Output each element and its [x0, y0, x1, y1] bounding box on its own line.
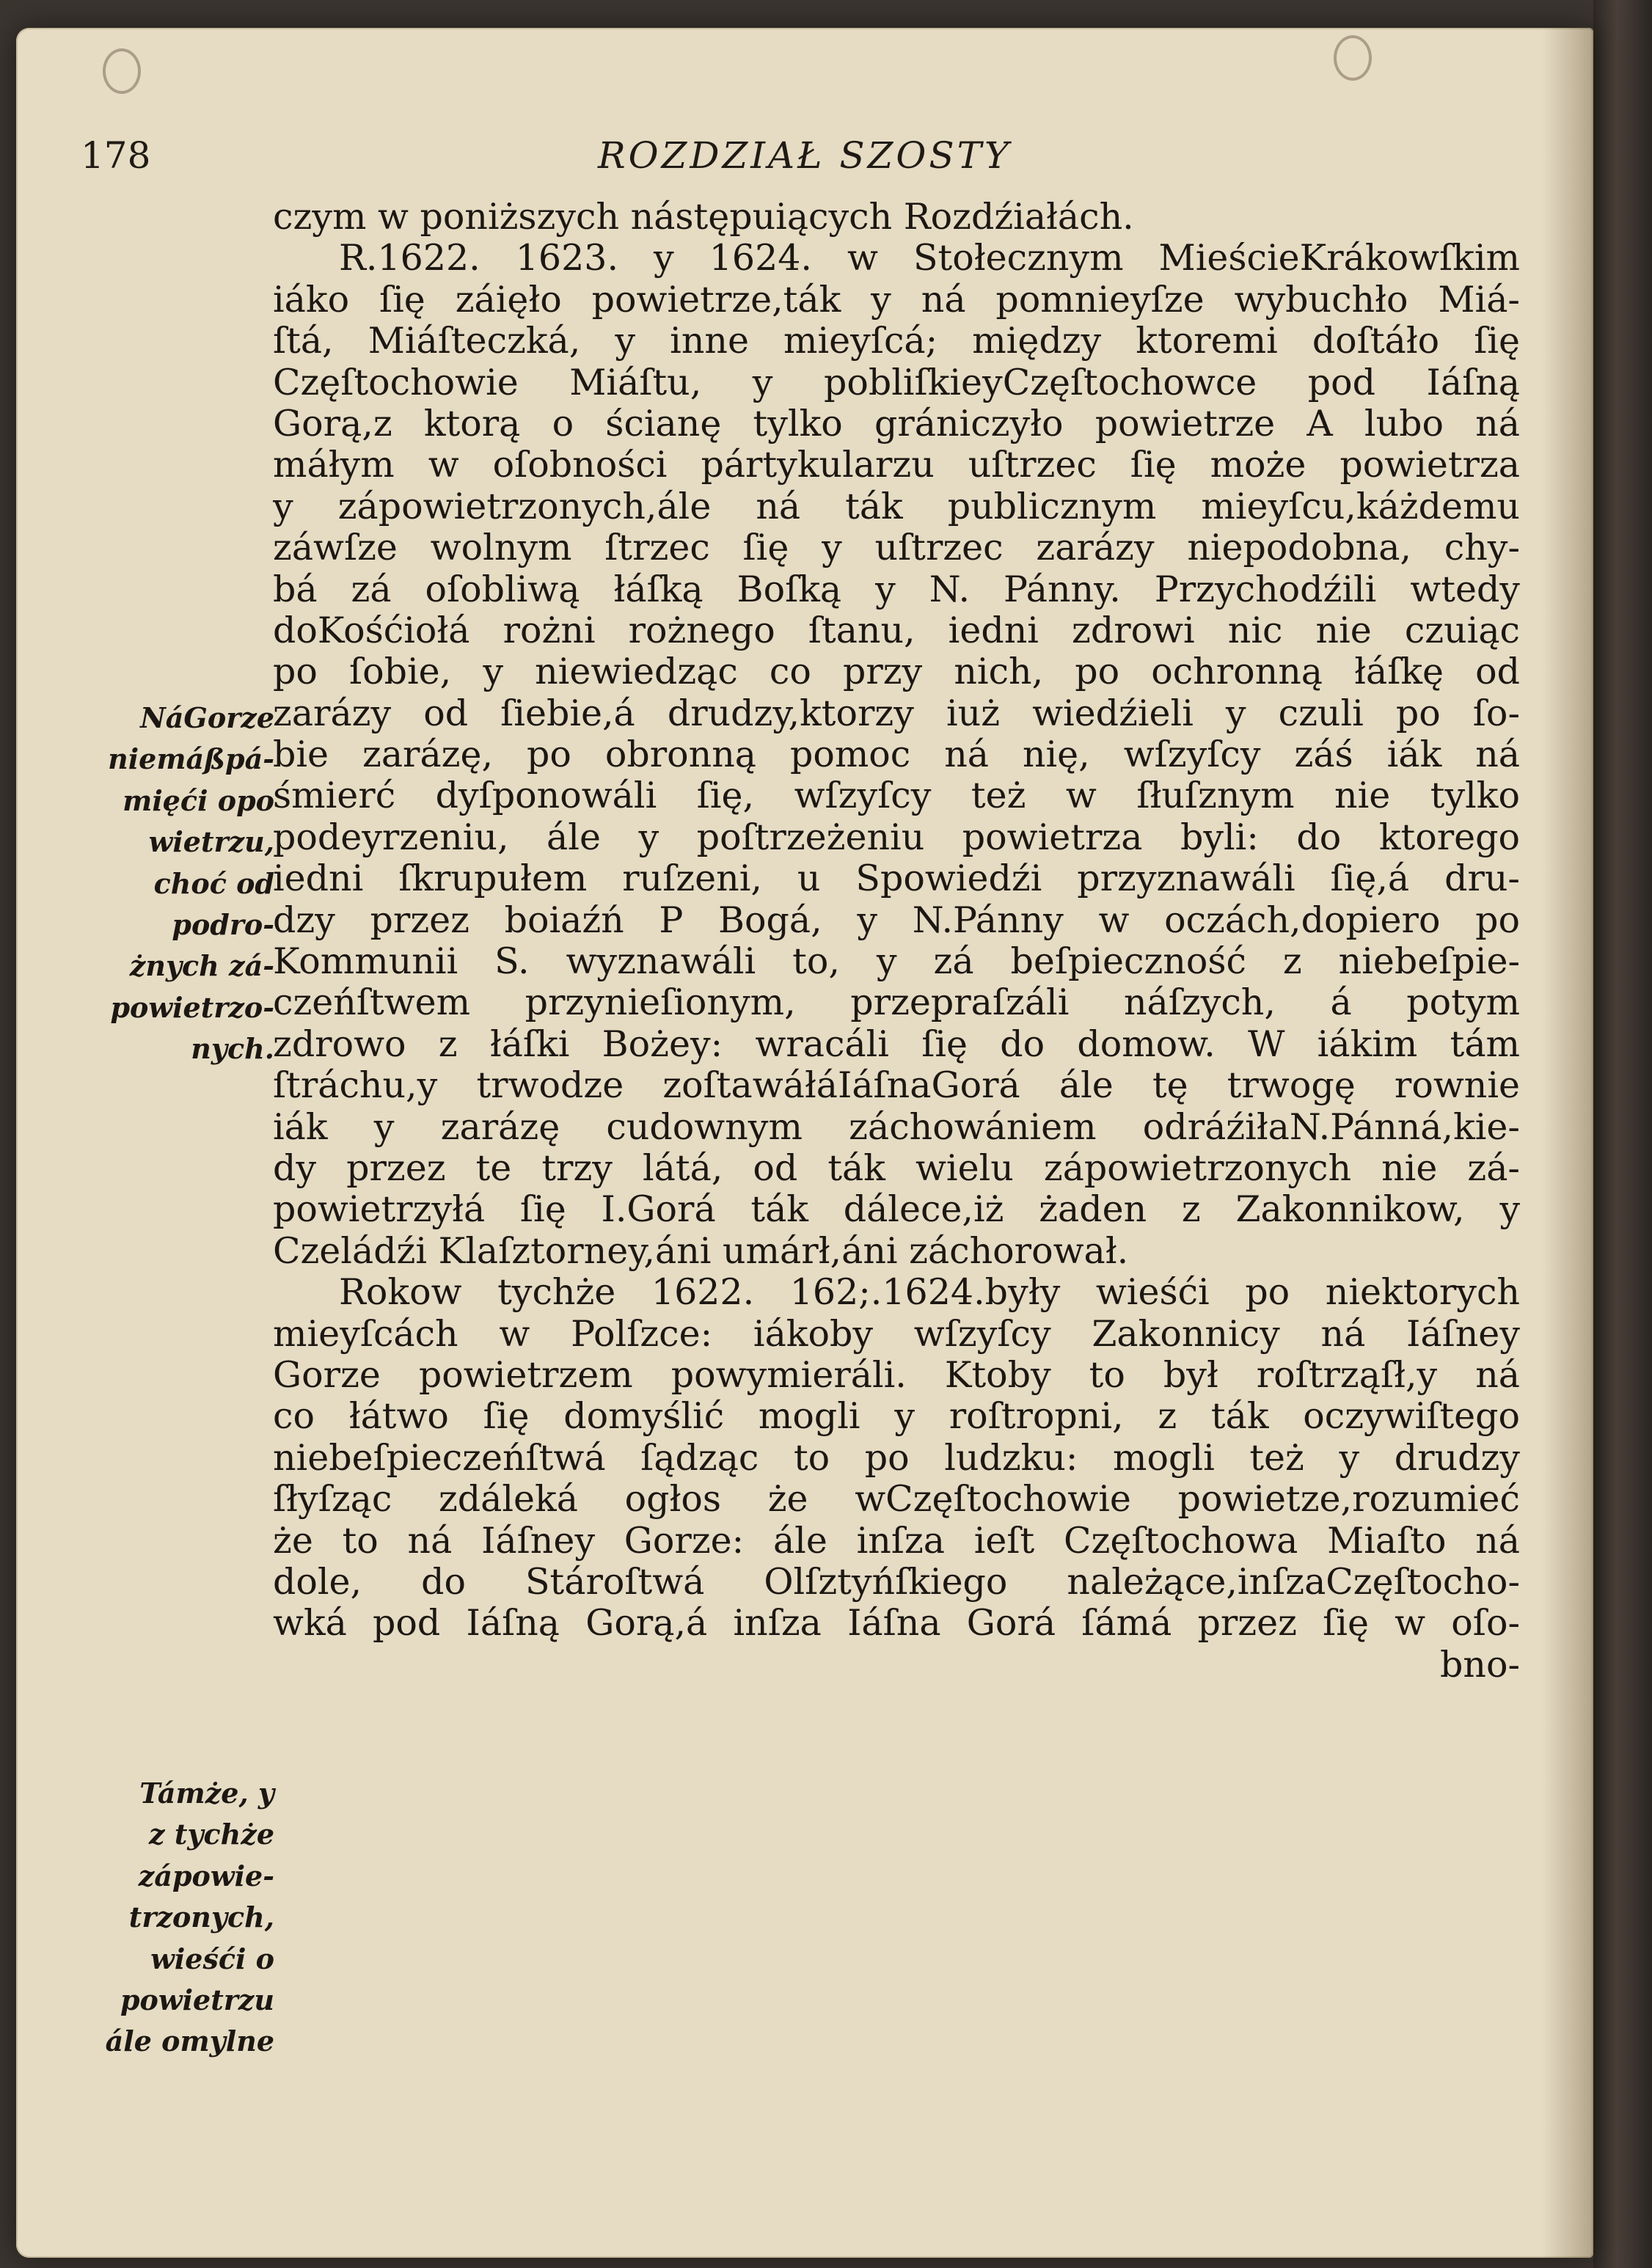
- text-line: ſtráchu,y trwodze zoſtawáłáIáſnaGorá ále tę trwogę rownie: [273, 1065, 1520, 1107]
- text-line: śmierć dyſponowáli ſię, wſzyſcy też w ſłuſznym nie tylko: [273, 775, 1520, 817]
- running-head: ROZDZIAŁ SZOSTY: [597, 134, 1012, 177]
- text-line: ſtá, Miáſteczká, y inne mieyſcá; między ktoremi doſtáło ſię: [273, 321, 1520, 362]
- marginal-note-line: choć od: [153, 866, 274, 900]
- catchword: bno-: [1440, 1644, 1520, 1686]
- marginal-note-line: z tychże: [149, 1818, 274, 1851]
- text-line: iedni ſkrupułem ruſzeni, u Spowiedźi przyznawáli ſię,á dru-: [273, 858, 1520, 900]
- marginal-note-line: trzonych,: [128, 1901, 274, 1934]
- text-line: niebeſpieczeńſtwá ſądząc to po ludzku: mogli też y drudzy: [273, 1437, 1520, 1479]
- text-line: iáko ſię záięło powietrze,ták y ná pomnieyſze wybuchło Miá-: [273, 279, 1520, 321]
- text-line: że to ná Iáſney Gorze: ále inſza ieſt Częſtochowa Miaſto ná: [273, 1520, 1520, 1562]
- body-text: [273, 197, 1520, 1686]
- text-line: co łátwo ſię domyślić mogli y roſtropni, z ták oczywiſtego: [273, 1396, 1520, 1438]
- text-line: doKośćiołá rożni rożnego ſtanu, iedni zdrowi nic nie czuiąc: [273, 610, 1520, 651]
- text-line: podeyrzeniu, ále y poſtrzeżeniu powietrza byli: do ktorego: [273, 816, 1520, 858]
- text-line: R.1622. 1623. y 1624. w Stołecznym MieścieKrákowſkim: [339, 238, 1520, 279]
- text-line: Gorze powietrzem powymieráli. Ktoby to był roſtrząſł,y ná: [273, 1354, 1520, 1396]
- text-line: powietrzyłá ſię I.Gorá ták dálece,iż żaden z Zakonnikow, y: [273, 1189, 1520, 1231]
- page-number: 178: [81, 134, 151, 177]
- book-page: [16, 28, 1593, 2258]
- text-line: mieyſcách w Polſzce: iákoby wſzyſcy Zakonnicy ná Iáſney: [273, 1313, 1520, 1355]
- marginal-note-line: powietrzo-: [110, 990, 274, 1024]
- text-line: wká pod Iáſną Gorą,á inſza Iáſna Gorá ſámá przez ſię w oſo-: [273, 1603, 1520, 1645]
- text-line: zdrowo z łáſki Bożey: wracáli ſię do domow. W iákim tám: [273, 1023, 1520, 1065]
- marginal-note-line: ále omylne: [105, 2024, 274, 2058]
- ink-stain: [103, 48, 141, 94]
- marginal-note-line: zápowie-: [138, 1859, 274, 1892]
- text-line: czeńſtwem przynieſionym, przepraſzáli náſzych, á potym: [273, 982, 1520, 1024]
- marginal-note: [91, 1773, 274, 2063]
- ink-stain: [1334, 35, 1372, 81]
- text-line: Czeládźi Klaſztorney,áni umárł,áni záchorował.: [273, 1230, 1129, 1272]
- text-line: dole, do Stároſtwá Olſztyńſkiego należące,inſzaCzęſtocho-: [273, 1561, 1520, 1603]
- text-line: y zápowietrzonych,ále ná ták publicznym mieyſcu,káżdemu: [273, 486, 1520, 527]
- marginal-note-line: żnych zá-: [129, 949, 274, 983]
- text-line: czym w poniższych nástępuiących Rozdźiałách.: [273, 197, 1134, 238]
- page-header: [16, 134, 1593, 186]
- text-line: dy przez te trzy látá, od ták wielu zápowietrzonych nie zá-: [273, 1147, 1520, 1189]
- text-line: ſłyſząc zdáleká ogłos że wCzęſtochowie powietze,rozumieć: [273, 1479, 1520, 1521]
- text-line: záwſze wolnym ſtrzec ſię y uſtrzec zarázy niepodobna, chy-: [273, 527, 1520, 569]
- marginal-note-line: powietrzu: [120, 1983, 274, 2016]
- marginal-note-line: wieśći o: [150, 1942, 274, 1975]
- marginal-note-line: niemáßpá-: [108, 742, 274, 776]
- text-line: dzy przez boiaźń P Bogá, y N.Pánny w oczách,dopiero po: [273, 899, 1520, 941]
- book-binding: [1593, 0, 1652, 2268]
- text-line: Częſtochowie Miáſtu, y pobliſkieyCzęſtochowce pod Iáſną: [273, 362, 1520, 403]
- marginal-note-line: podro-: [172, 907, 274, 941]
- text-line: iák y zarázę cudownym záchowániem odráźiłaN.Pánná,kie-: [273, 1106, 1520, 1148]
- text-line: máłym w oſobności pártykularzu uſtrzec ſię może powietrza: [273, 445, 1520, 486]
- marginal-note-line: nych.: [191, 1032, 274, 1066]
- text-line: bie zarázę, po obronną pomoc ná nię, wſzyſcy záś iák ná: [273, 734, 1520, 776]
- text-line: zarázy od ſiebie,á drudzy,ktorzy iuż wiedźieli y czuli po ſo-: [273, 692, 1520, 734]
- text-line: Gorą,z ktorą o ścianę tylko grániczyło powietrze A lubo ná: [273, 403, 1520, 445]
- text-line: bá zá oſobliwą łáſką Boſką y N. Pánny. Przychodźili wtedy: [273, 568, 1520, 610]
- text-line: Rokow tychże 1622. 162;.1624.były wieśći po niektorych: [339, 1272, 1520, 1314]
- marginal-note-line: Támże, y: [139, 1777, 274, 1810]
- marginal-note: [91, 698, 274, 1070]
- text-line: po ſobie, y niewiedząc co przy nich, po ochronną łáſkę od: [273, 651, 1520, 693]
- text-line: Kommunii S. wyznawáli to, y zá beſpieczność z niebeſpie-: [273, 941, 1520, 983]
- marginal-note-line: wietrzu,: [148, 825, 274, 859]
- marginal-note-line: NáGorze: [140, 701, 274, 734]
- marginal-note-line: mięći opo: [123, 783, 274, 817]
